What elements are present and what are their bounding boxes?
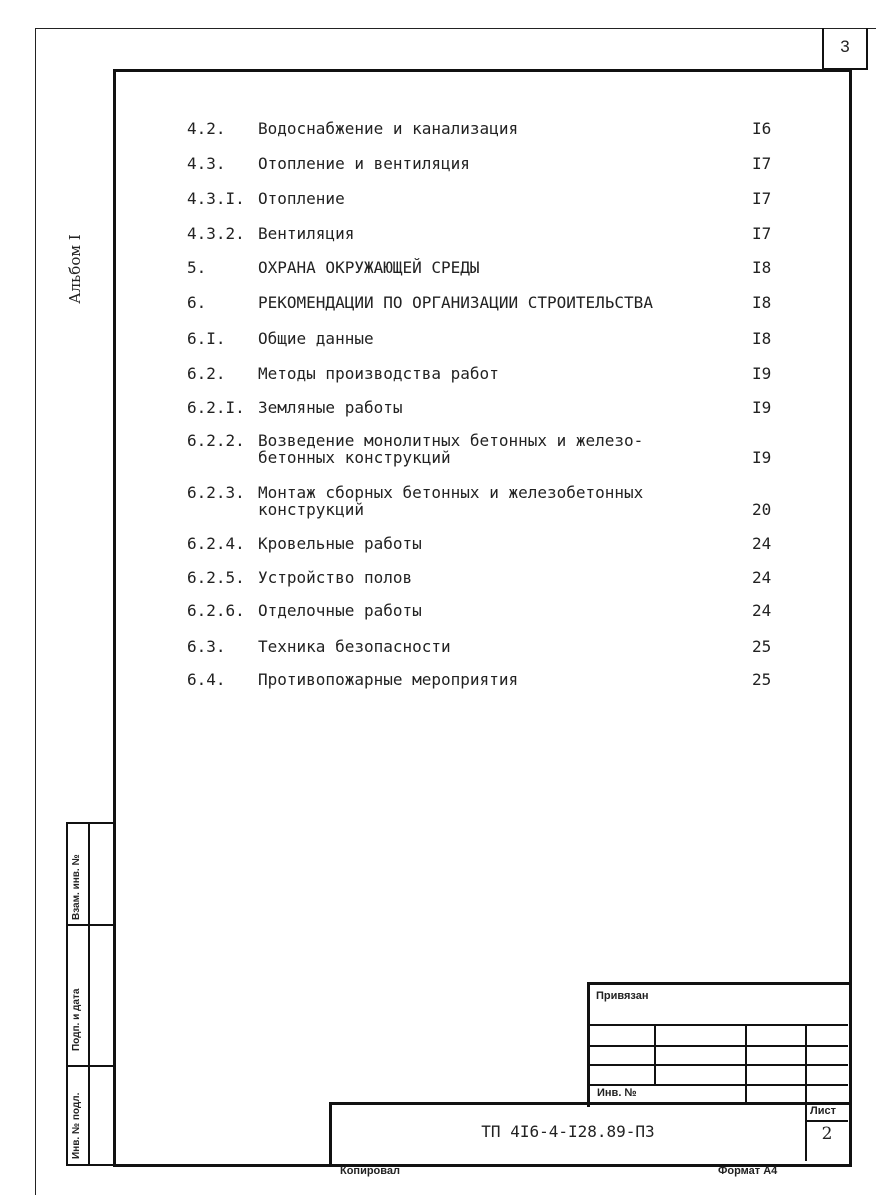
toc-number: 6.I.: [187, 329, 226, 348]
toc-page: 25: [752, 637, 772, 656]
stamp-inv-podl: Инв. № подл.: [71, 1092, 82, 1159]
toc-title: Отделочные работы: [258, 601, 422, 620]
kopiroval-label: Копировал: [340, 1165, 401, 1177]
toc-page: I9: [752, 448, 772, 467]
toc-title: Общие данные: [258, 329, 374, 348]
toc-number: 6.2.5.: [187, 568, 245, 587]
toc-page: I9: [752, 398, 772, 417]
album-label: Альбом I: [66, 234, 84, 304]
toc-number: 4.3.I.: [187, 189, 245, 208]
toc-title: Противопожарные мероприятия: [258, 670, 519, 689]
toc-page: I8: [752, 293, 772, 312]
toc-number: 6.2.6.: [187, 601, 245, 620]
toc-number: 6.2.2.: [187, 431, 245, 450]
toc-title: Вентиляция: [258, 224, 355, 243]
privyazan-label: Привязан: [596, 990, 649, 1002]
toc-title: Монтаж сборных бетонных и железобетонных конструкций: [258, 483, 644, 519]
stamp-vzam: Взам. инв. №: [71, 854, 82, 920]
toc-number: 5.: [187, 258, 207, 277]
toc-page: 24: [752, 568, 772, 587]
toc-title: ОХРАНА ОКРУЖАЮЩЕЙ СРЕДЫ: [258, 258, 480, 277]
toc-number: 6.3.: [187, 637, 226, 656]
toc-page: I7: [752, 154, 772, 173]
toc-title: Техника безопасности: [258, 637, 451, 656]
toc-number: 6.2.: [187, 364, 226, 383]
toc-title: Методы производства работ: [258, 364, 499, 383]
toc-page: I7: [752, 224, 772, 243]
toc-page: I6: [752, 119, 772, 138]
toc-title: Кровельные работы: [258, 534, 422, 553]
format-label: Формат А4: [718, 1165, 778, 1177]
list-label: Лист: [810, 1105, 836, 1117]
toc-number: 4.3.: [187, 154, 226, 173]
document-code: ТП 4I6-4-I28.89-ПЗ: [481, 1122, 655, 1141]
toc-page: 24: [752, 534, 772, 553]
toc-title: РЕКОМЕНДАЦИИ ПО ОРГАНИЗАЦИИ СТРОИТЕЛЬСТВА: [258, 293, 653, 312]
toc-page: I7: [752, 189, 772, 208]
toc-page: 24: [752, 601, 772, 620]
toc-title: Возведение монолитных бетонных и железо-бетонных конструкций: [258, 431, 644, 467]
toc-page: 20: [752, 500, 772, 519]
sheet-number: 3: [822, 28, 868, 70]
toc-page: I8: [752, 258, 772, 277]
toc-title: Водоснабжение и канализация: [258, 119, 519, 138]
toc-title: Земляные работы: [258, 398, 403, 417]
toc-number: 6.4.: [187, 670, 226, 689]
list-value: 2: [821, 1124, 833, 1144]
toc-number: 6.2.I.: [187, 398, 245, 417]
toc-number: 6.: [187, 293, 207, 312]
toc-page: I8: [752, 329, 772, 348]
inv-no-label: Инв. №: [597, 1087, 637, 1099]
toc-page: I9: [752, 364, 772, 383]
toc-number: 4.3.2.: [187, 224, 245, 243]
toc-number: 6.2.3.: [187, 483, 245, 502]
stamp-podp: Подп. и дата: [71, 988, 82, 1051]
toc-page: 25: [752, 670, 772, 689]
side-stamp: [66, 822, 115, 1166]
toc-title: Устройство полов: [258, 568, 413, 587]
toc-title: Отопление: [258, 189, 345, 208]
toc-title: Отопление и вентиляция: [258, 154, 470, 173]
toc-number: 4.2.: [187, 119, 226, 138]
toc-number: 6.2.4.: [187, 534, 245, 553]
